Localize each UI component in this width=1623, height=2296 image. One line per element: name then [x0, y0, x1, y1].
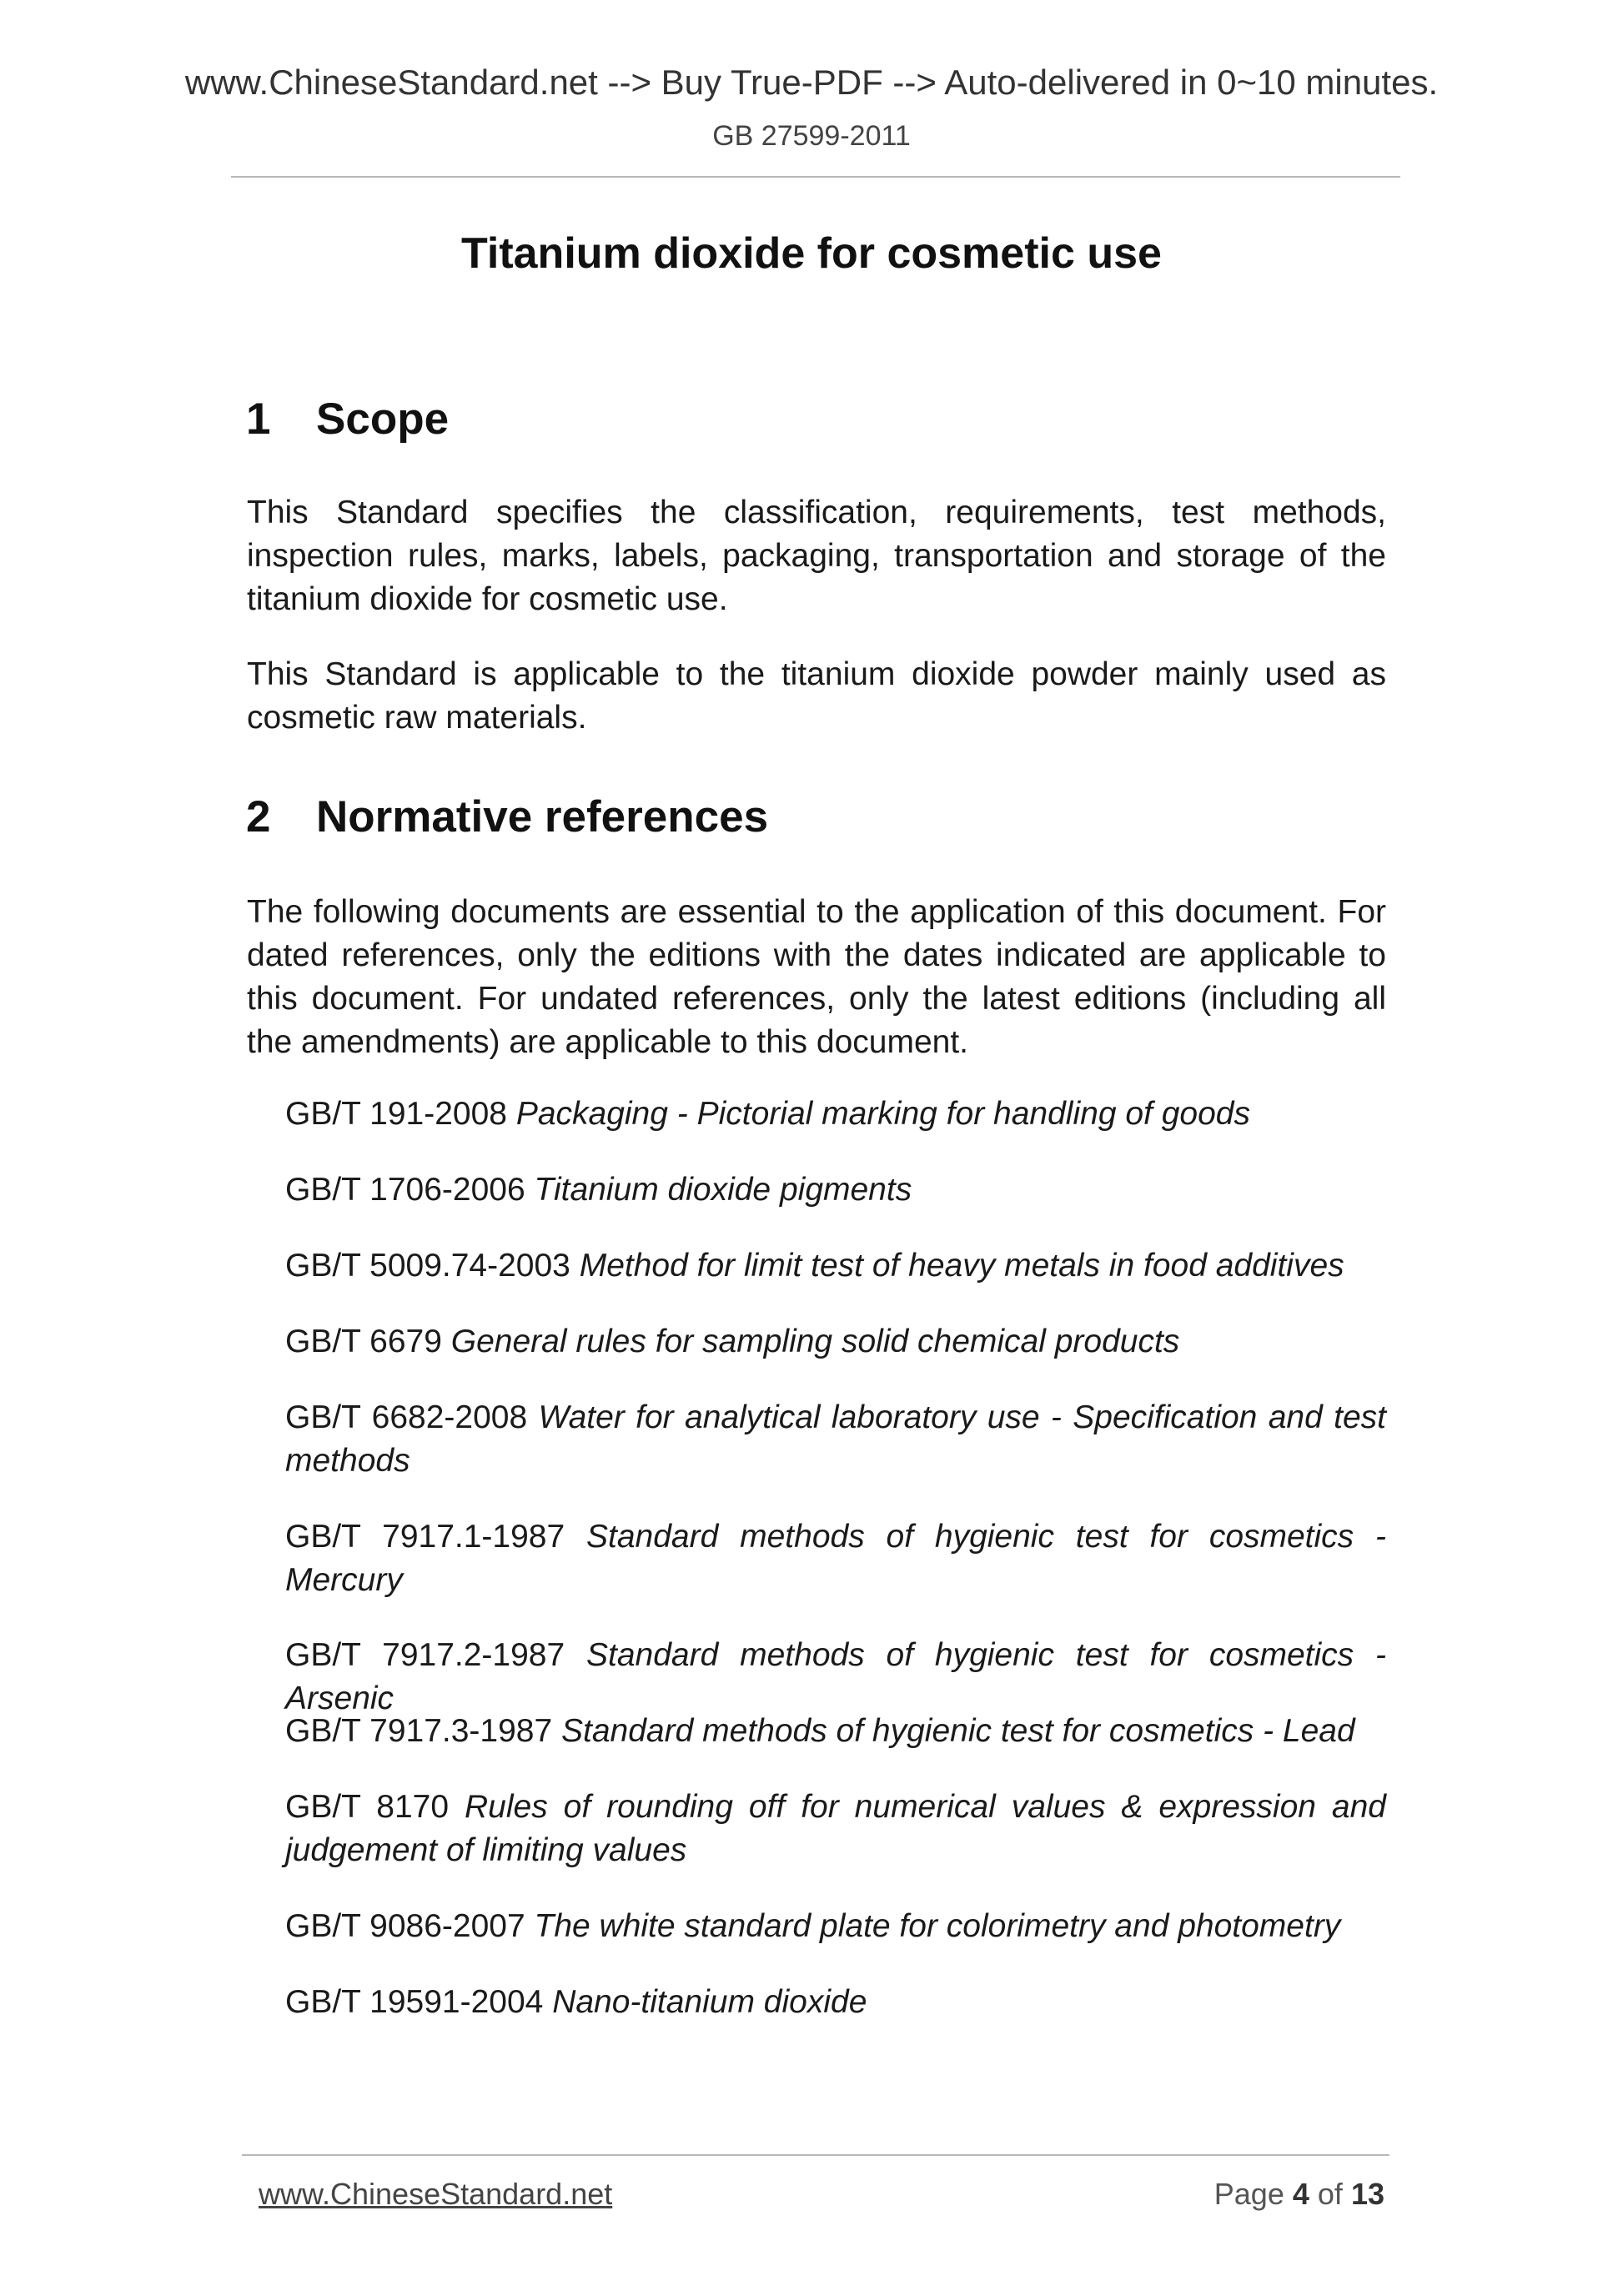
page-total: 13: [1350, 2177, 1384, 2211]
reference-title: Standard methods of hygienic test for cosmetics - Mercury: [285, 1519, 1386, 1598]
reference-code: GB/T 6679: [285, 1324, 442, 1359]
reference-title: Standard methods of hygienic test for cosmetics - Lead: [561, 1713, 1355, 1749]
reference-code: GB/T 191-2008: [285, 1096, 507, 1132]
reference-code: GB/T 19591-2004: [285, 1984, 544, 2020]
reference-title: Packaging - Pictorial marking for handling of goods: [515, 1096, 1250, 1132]
reference-title: The white standard plate for colorimetry and photometry: [534, 1908, 1341, 1944]
reference-code: GB/T 5009.74-2003: [285, 1248, 570, 1284]
document-title: Titanium dioxide for cosmetic use: [461, 229, 1162, 278]
reference-title: Nano-titanium dioxide: [552, 1984, 867, 2020]
page-current: 4: [1292, 2177, 1309, 2211]
reference-item: [285, 1396, 1386, 1483]
reference-item: [285, 1515, 1386, 1602]
reference-item: [285, 1981, 1386, 2024]
reference-title: Standard methods of hygienic test for cosmetics - Arsenic: [285, 1637, 1386, 1716]
header-divider: [231, 176, 1400, 178]
reference-code: GB/T 6682-2008: [285, 1399, 528, 1435]
reference-item: [285, 1634, 1386, 1721]
reference-code: GB/T 1706-2006: [285, 1172, 525, 1208]
reference-title: Rules of rounding off for numerical values & expression and judgement of limiting values: [285, 1789, 1386, 1868]
section-number: 1: [246, 394, 271, 444]
reference-item: [285, 1244, 1386, 1288]
reference-item: [285, 1786, 1386, 1872]
reference-item: [285, 1168, 1386, 1212]
standard-code: GB 27599-2011: [712, 120, 911, 152]
reference-title: Titanium dioxide pigments: [534, 1172, 912, 1208]
footer-divider: [242, 2154, 1389, 2156]
reference-code: GB/T 9086-2007: [285, 1908, 525, 1944]
reference-title: General rules for sampling solid chemical products: [450, 1324, 1180, 1359]
header-banner: www.ChineseStandard.net --> Buy True-PDF --> Auto-delivered in 0~10 minutes.: [184, 63, 1439, 102]
reference-item: [285, 1905, 1386, 1948]
section-title: Scope: [316, 394, 450, 444]
reference-code: GB/T 7917.1-1987: [285, 1519, 565, 1555]
page-of: of: [1317, 2177, 1343, 2211]
reference-title: Water for analytical laboratory use - Specification and test methods: [285, 1399, 1386, 1479]
reference-title: Method for limit test of heavy metals in food additives: [579, 1248, 1344, 1284]
reference-item: [285, 1710, 1386, 1753]
references-intro-paragraph: The following documents are essential to the application of this document. For dated references, only the editions with the dates indicated are applicable to this document. For undated references, only the latest editions (including all the amendments) are applicable to this document.: [247, 894, 1386, 1060]
scope-paragraph: This Standard specifies the classification, requirements, test methods, inspection rules, marks, labels, packaging, transportation and storage of the titanium dioxide for cosmetic use.: [247, 495, 1386, 617]
scope-paragraph: This Standard is applicable to the titanium dioxide powder mainly used as cosmetic raw materials.: [247, 656, 1386, 736]
reference-code: GB/T 8170: [285, 1789, 450, 1825]
section-heading-scope: [246, 394, 450, 444]
section-title: Normative references: [316, 792, 769, 842]
page-indicator: [1214, 2179, 1384, 2209]
reference-code: GB/T 7917.2-1987: [285, 1637, 565, 1673]
reference-item: [285, 1320, 1386, 1364]
section-heading-normative-references: [246, 792, 769, 842]
page-label: Page: [1213, 2177, 1284, 2211]
section-number: 2: [246, 792, 271, 842]
reference-item: [285, 1093, 1386, 1136]
reference-code: GB/T 7917.3-1987: [285, 1713, 553, 1749]
footer-site-link[interactable]: www.ChineseStandard.net: [259, 2177, 613, 2211]
